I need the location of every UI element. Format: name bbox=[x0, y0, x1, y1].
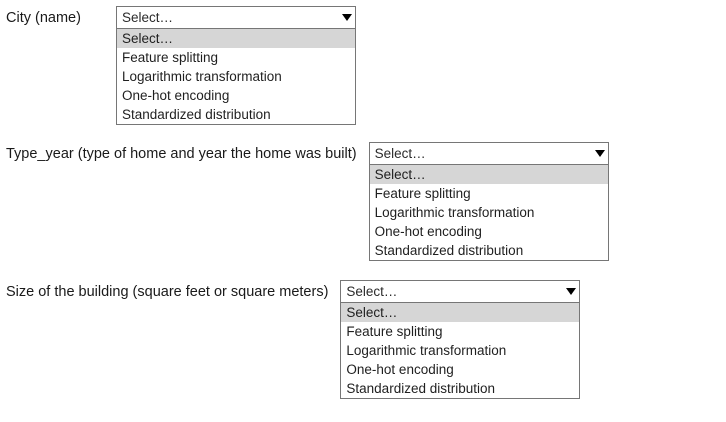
dropdown-type-year-box[interactable] bbox=[369, 142, 609, 165]
field-row-type-year bbox=[6, 142, 609, 261]
dropdown-city-option[interactable]: Select… bbox=[117, 29, 355, 48]
field-row-city bbox=[6, 6, 356, 125]
dropdown-city-box[interactable] bbox=[116, 6, 356, 29]
dropdown-size-option[interactable]: Logarithmic transformation bbox=[346, 343, 507, 358]
dropdown-size-option[interactable]: Feature splitting bbox=[346, 324, 443, 339]
dropdown-type-year-options[interactable] bbox=[369, 165, 609, 261]
dropdown-city-option[interactable]: Standardized distribution bbox=[122, 107, 271, 122]
chevron-down-icon bbox=[566, 288, 576, 295]
dropdown-city-option[interactable]: Logarithmic transformation bbox=[122, 69, 282, 84]
field-label-type-year: Type_year (type of home and year the home was built) bbox=[6, 146, 357, 162]
dropdown-size-option[interactable]: Select… bbox=[341, 303, 579, 322]
dropdown-city-option[interactable]: One-hot encoding bbox=[122, 88, 230, 103]
chevron-down-icon bbox=[595, 150, 605, 157]
dropdown-type-year-option[interactable]: One-hot encoding bbox=[374, 224, 482, 239]
field-label-size: Size of the building (square feet or square meters) bbox=[6, 284, 329, 300]
dropdown-city-value: Select… bbox=[122, 10, 174, 25]
dropdown-city-options[interactable] bbox=[116, 29, 356, 125]
dropdown-size-box[interactable] bbox=[340, 280, 580, 303]
dropdown-size-option[interactable]: One-hot encoding bbox=[346, 362, 454, 377]
dropdown-size-option[interactable]: Standardized distribution bbox=[346, 381, 495, 396]
chevron-down-icon bbox=[342, 14, 352, 21]
dropdown-city-option[interactable]: Feature splitting bbox=[122, 50, 219, 65]
dropdown-type-year-option[interactable]: Feature splitting bbox=[374, 186, 471, 201]
dropdown-type-year-option[interactable]: Select… bbox=[370, 165, 608, 184]
dropdown-type-year[interactable] bbox=[369, 142, 609, 261]
field-label-city: City (name) bbox=[6, 10, 81, 26]
dropdown-type-year-value: Select… bbox=[374, 146, 426, 161]
dropdown-size-value: Select… bbox=[346, 284, 398, 299]
field-row-size bbox=[6, 280, 580, 399]
dropdown-size-options[interactable] bbox=[340, 303, 580, 399]
dropdown-type-year-option[interactable]: Logarithmic transformation bbox=[374, 205, 535, 220]
dropdown-city[interactable] bbox=[116, 6, 356, 125]
dropdown-type-year-option[interactable]: Standardized distribution bbox=[374, 243, 524, 258]
dropdown-size[interactable] bbox=[340, 280, 580, 399]
